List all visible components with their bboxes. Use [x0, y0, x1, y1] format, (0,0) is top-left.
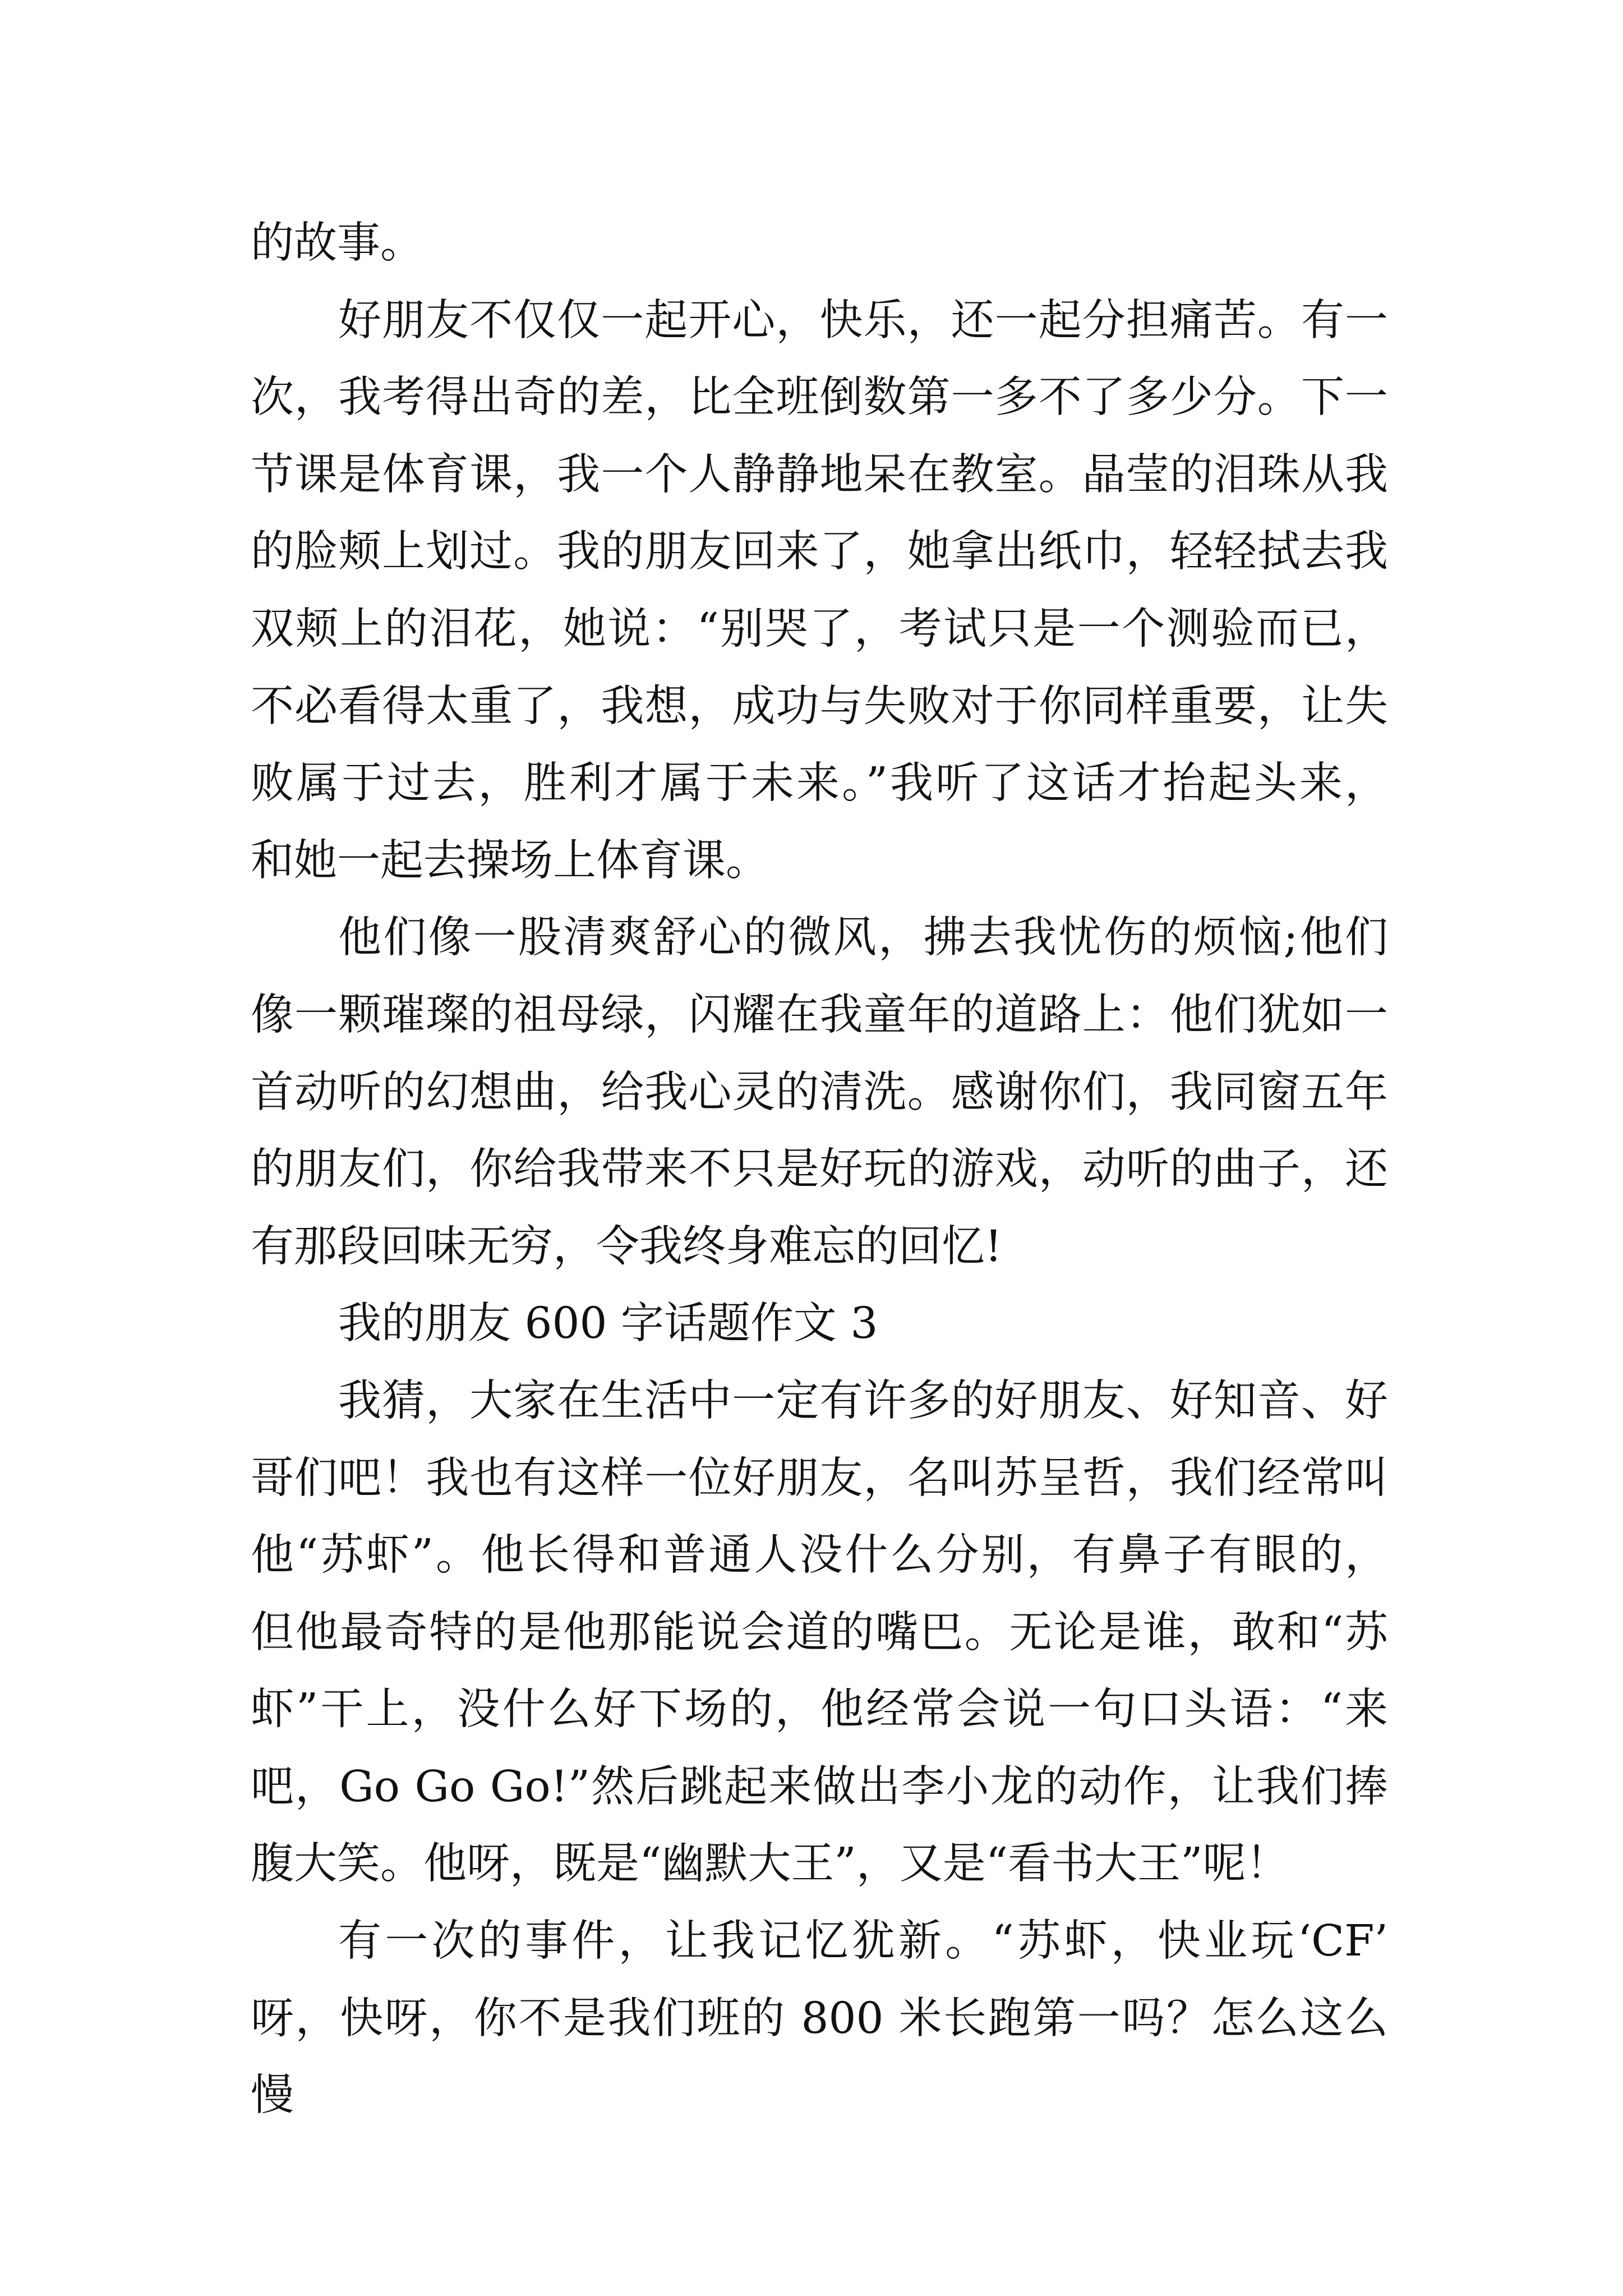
text-line: 的故事。: [251, 218, 423, 268]
text-line: 双颊上的泪花，她说：“别哭了，考试只是一个测验而已，: [251, 604, 1388, 654]
text-line: 我猜，大家在生活中一定有许多的好朋友、好知音、好: [338, 1375, 1388, 1426]
text-line: 吧，Go Go Go!”然后跳起来做出李小龙的动作，让我们捧: [251, 1761, 1388, 1812]
text-line: 有一次的事件，让我记忆犹新。“苏虾，快业玩‘CF’: [338, 1916, 1388, 1967]
text-line: 的朋友们，你给我带来不只是好玩的游戏，动听的曲子，还: [251, 1144, 1388, 1195]
text-line: 不必看得太重了，我想，成功与失败对于你同样重要，让失: [251, 681, 1388, 731]
text-line: 但他最奇特的是他那能说会道的嘴巴。无论是谁，敢和“苏: [251, 1607, 1388, 1658]
section-title-block: [251, 1285, 1388, 1363]
text-line: 腹大笑。他呀，既是“幽默大王”，又是“看书大王”呢！: [251, 1839, 1289, 1889]
text-line: 败属于过去，胜利才属于未来。”我听了这话才抬起头来，: [251, 758, 1388, 809]
text-line: 的脸颊上划过。我的朋友回来了，她拿出纸巾，轻轻拭去我: [251, 527, 1388, 577]
section-title: 我的朋友 600 字话题作文 3: [338, 1299, 878, 1349]
paragraph: [251, 205, 1388, 282]
text-line: 哥们吧！我也有这样一位好朋友，名叫苏呈哲，我们经常叫: [251, 1453, 1388, 1503]
text-line: 次，我考得出奇的差，比全班倒数第一多不了多少分。下一: [251, 372, 1388, 423]
body-text: [251, 205, 1388, 2121]
text-line: 像一颗璀璨的祖母绿，闪耀在我童年的道路上：他们犹如一: [251, 990, 1388, 1040]
paragraph: [251, 899, 1388, 1285]
paragraph: [251, 1363, 1388, 1903]
text-line: 好朋友不仅仅一起开心，快乐，还一起分担痛苦。有一: [338, 295, 1388, 346]
text-line: 有那段回味无穷，令我终身难忘的回忆!: [251, 1221, 1002, 1272]
text-line: 和她一起去操场上体育课。: [251, 835, 769, 886]
text-line: 呀，快呀，你不是我们班的 800 米长跑第一吗？怎么这么慢: [251, 1993, 1388, 2121]
text-line: 节课是体育课，我一个人静静地呆在教室。晶莹的泪珠从我: [251, 449, 1388, 500]
text-line: 他“苏虾”。他长得和普通人没什么分别，有鼻子有眼的，: [251, 1530, 1388, 1581]
paragraph: [251, 282, 1388, 900]
text-line: 虾”干上，没什么好下场的，他经常会说一句口头语：“来: [251, 1685, 1388, 1735]
text-line: 首动听的幻想曲，给我心灵的清洗。感谢你们，我同窗五年: [251, 1067, 1388, 1117]
paragraph: [251, 1903, 1388, 2121]
text-line: 他们像一股清爽舒心的微风，拂去我忧伤的烦恼;他们: [338, 913, 1388, 963]
